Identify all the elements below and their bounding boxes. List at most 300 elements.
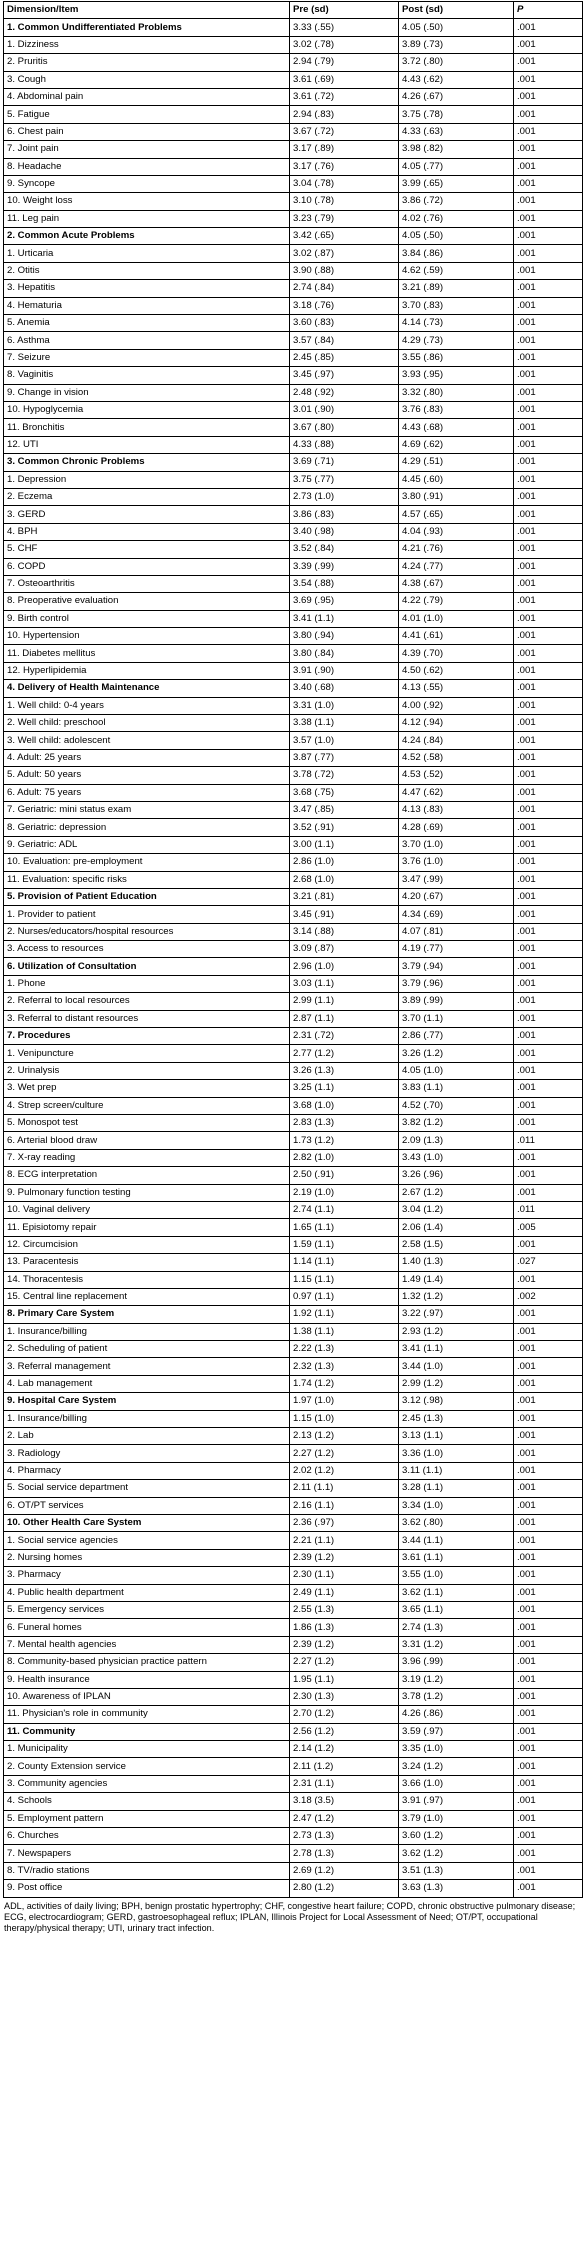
header-pre: Pre (sd) [290,2,399,19]
cell-post: 4.13 (.55) [399,680,514,697]
cell-dimension-item: 4. Adult: 25 years [4,749,290,766]
cell-post: 4.38 (.67) [399,575,514,592]
cell-dimension-item: 2. Referral to local resources [4,993,290,1010]
cell-p: .001 [514,993,583,1010]
cell-p: .001 [514,315,583,332]
cell-pre: 2.16 (1.1) [290,1497,399,1514]
cell-post: 4.34 (.69) [399,906,514,923]
cell-pre: 3.42 (.65) [290,228,399,245]
table-row [4,1862,583,1879]
cell-pre: 3.45 (.91) [290,906,399,923]
table-row [4,419,583,436]
cell-dimension-item: 7. Osteoarthritis [4,575,290,592]
cell-dimension-item: 9. Syncope [4,175,290,192]
table-row [4,1201,583,1218]
cell-p: .001 [514,1167,583,1184]
cell-post: 4.19 (.77) [399,941,514,958]
table-row [4,1115,583,1132]
cell-pre: 2.50 (.91) [290,1167,399,1184]
cell-post: 3.99 (.65) [399,175,514,192]
cell-pre: 2.80 (1.2) [290,1880,399,1897]
cell-post: 3.31 (1.2) [399,1636,514,1653]
cell-dimension-item: 7. X-ray reading [4,1149,290,1166]
header-dimension-item: Dimension/Item [4,2,290,19]
cell-post: 4.00 (.92) [399,697,514,714]
table-row [4,1062,583,1079]
cell-p: .001 [514,1723,583,1740]
cell-dimension-item: 9. Change in vision [4,384,290,401]
cell-pre: 1.15 (1.0) [290,1410,399,1427]
cell-p: .001 [514,1741,583,1758]
cell-pre: 2.11 (1.1) [290,1480,399,1497]
cell-post: 4.53 (.52) [399,767,514,784]
cell-p: .001 [514,1410,583,1427]
cell-dimension-item: 5. Provision of Patient Education [4,888,290,905]
cell-dimension-item: 8. Preoperative evaluation [4,593,290,610]
cell-p: .001 [514,1062,583,1079]
table-row [4,1410,583,1427]
cell-p: .001 [514,610,583,627]
cell-pre: 3.52 (.91) [290,819,399,836]
cell-post: 3.60 (1.2) [399,1828,514,1845]
cell-pre: 3.75 (.77) [290,471,399,488]
cell-p: .001 [514,871,583,888]
cell-p: .001 [514,1497,583,1514]
cell-pre: 1.95 (1.1) [290,1671,399,1688]
table-row [4,1619,583,1636]
table-row [4,1480,583,1497]
cell-post: 4.29 (.51) [399,454,514,471]
cell-p: .002 [514,1288,583,1305]
cell-dimension-item: 2. Common Acute Problems [4,228,290,245]
table-row [4,315,583,332]
cell-dimension-item: 4. Pharmacy [4,1462,290,1479]
cell-post: 3.62 (.80) [399,1514,514,1531]
table-row [4,36,583,53]
cell-p: .001 [514,349,583,366]
cell-pre: 1.97 (1.0) [290,1393,399,1410]
cell-post: 4.05 (.50) [399,19,514,36]
cell-pre: 2.21 (1.1) [290,1532,399,1549]
cell-p: .001 [514,332,583,349]
cell-pre: 2.56 (1.2) [290,1723,399,1740]
cell-p: .001 [514,645,583,662]
cell-p: .001 [514,941,583,958]
cell-pre: 3.91 (.90) [290,662,399,679]
table-row [4,1288,583,1305]
cell-post: 3.70 (.83) [399,297,514,314]
cell-pre: 0.97 (1.1) [290,1288,399,1305]
cell-pre: 3.21 (.81) [290,888,399,905]
table-row [4,523,583,540]
cell-dimension-item: 6. Adult: 75 years [4,784,290,801]
cell-pre: 3.54 (.88) [290,575,399,592]
cell-dimension-item: 12. UTI [4,436,290,453]
cell-dimension-item: 11. Leg pain [4,210,290,227]
cell-dimension-item: 9. Hospital Care System [4,1393,290,1410]
cell-post: 4.24 (.77) [399,558,514,575]
cell-dimension-item: 1. Depression [4,471,290,488]
cell-p: .001 [514,436,583,453]
table-row [4,1254,583,1271]
cell-pre: 3.41 (1.1) [290,610,399,627]
cell-post: 4.22 (.79) [399,593,514,610]
cell-dimension-item: 7. Newspapers [4,1845,290,1862]
table-row [4,1080,583,1097]
cell-dimension-item: 4. Abdominal pain [4,88,290,105]
cell-p: .001 [514,1567,583,1584]
table-row [4,1097,583,1114]
cell-post: 3.66 (1.0) [399,1775,514,1792]
cell-post: 3.28 (1.1) [399,1480,514,1497]
cell-post: 3.22 (.97) [399,1306,514,1323]
section-row [4,888,583,905]
cell-pre: 3.61 (.72) [290,88,399,105]
table-row [4,1845,583,1862]
table-row [4,784,583,801]
cell-post: 4.20 (.67) [399,888,514,905]
cell-post: 3.26 (.96) [399,1167,514,1184]
cell-post: 3.65 (1.1) [399,1601,514,1618]
cell-pre: 3.60 (.83) [290,315,399,332]
table-row [4,88,583,105]
cell-post: 1.32 (1.2) [399,1288,514,1305]
cell-p: .001 [514,19,583,36]
table-row [4,280,583,297]
cell-dimension-item: 1. Insurance/billing [4,1323,290,1340]
cell-post: 3.93 (.95) [399,367,514,384]
cell-pre: 2.49 (1.1) [290,1584,399,1601]
table-row [4,384,583,401]
cell-pre: 1.86 (1.3) [290,1619,399,1636]
cell-post: 4.21 (.76) [399,541,514,558]
cell-dimension-item: 9. Post office [4,1880,290,1897]
table-row [4,558,583,575]
cell-pre: 2.30 (1.3) [290,1688,399,1705]
table-row [4,941,583,958]
cell-pre: 2.30 (1.1) [290,1567,399,1584]
cell-dimension-item: 12. Circumcision [4,1236,290,1253]
cell-post: 4.02 (.76) [399,210,514,227]
cell-dimension-item: 7. Mental health agencies [4,1636,290,1653]
cell-dimension-item: 3. Cough [4,71,290,88]
cell-p: .001 [514,801,583,818]
cell-pre: 2.27 (1.2) [290,1654,399,1671]
table-row [4,297,583,314]
cell-post: 4.33 (.63) [399,123,514,140]
cell-post: 1.49 (1.4) [399,1271,514,1288]
cell-post: 4.01 (1.0) [399,610,514,627]
cell-post: 4.45 (.60) [399,471,514,488]
cell-p: .001 [514,1375,583,1392]
cell-dimension-item: 9. Health insurance [4,1671,290,1688]
cell-pre: 3.57 (1.0) [290,732,399,749]
cell-pre: 2.22 (1.3) [290,1341,399,1358]
cell-p: .001 [514,732,583,749]
cell-post: 3.76 (1.0) [399,854,514,871]
cell-dimension-item: 10. Other Health Care System [4,1514,290,1531]
table-row [4,732,583,749]
cell-dimension-item: 5. Employment pattern [4,1810,290,1827]
cell-post: 3.35 (1.0) [399,1741,514,1758]
cell-p: .001 [514,141,583,158]
cell-p: .001 [514,975,583,992]
cell-pre: 1.38 (1.1) [290,1323,399,1340]
table-row [4,610,583,627]
table-row [4,471,583,488]
cell-pre: 2.70 (1.2) [290,1706,399,1723]
cell-dimension-item: 10. Vaginal delivery [4,1201,290,1218]
cell-dimension-item: 2. Otitis [4,262,290,279]
table-row [4,1793,583,1810]
cell-p: .001 [514,1445,583,1462]
cell-pre: 3.69 (.95) [290,593,399,610]
cell-pre: 2.31 (1.1) [290,1775,399,1792]
cell-p: .001 [514,523,583,540]
cell-pre: 3.38 (1.1) [290,715,399,732]
cell-p: .001 [514,88,583,105]
cell-pre: 2.74 (1.1) [290,1201,399,1218]
cell-p: .001 [514,1323,583,1340]
cell-dimension-item: 7. Procedures [4,1028,290,1045]
cell-p: .001 [514,1480,583,1497]
cell-pre: 1.15 (1.1) [290,1271,399,1288]
cell-pre: 3.69 (.71) [290,454,399,471]
table-row [4,1010,583,1027]
cell-dimension-item: 4. Delivery of Health Maintenance [4,680,290,697]
cell-pre: 2.87 (1.1) [290,1010,399,1027]
cell-p: .001 [514,36,583,53]
cell-p: .001 [514,1584,583,1601]
cell-post: 1.40 (1.3) [399,1254,514,1271]
table-row [4,193,583,210]
cell-post: 3.78 (1.2) [399,1688,514,1705]
cell-post: 4.05 (.77) [399,158,514,175]
cell-dimension-item: 2. Nurses/educators/hospital resources [4,923,290,940]
cell-dimension-item: 7. Seizure [4,349,290,366]
cell-dimension-item: 12. Hyperlipidemia [4,662,290,679]
cell-p: .001 [514,1862,583,1879]
section-row [4,680,583,697]
cell-post: 4.57 (.65) [399,506,514,523]
cell-p: .001 [514,749,583,766]
cell-dimension-item: 4. Hematuria [4,297,290,314]
cell-p: .001 [514,1358,583,1375]
cell-p: .001 [514,1810,583,1827]
cell-post: 3.76 (.83) [399,401,514,418]
cell-p: .001 [514,593,583,610]
cell-post: 3.86 (.72) [399,193,514,210]
cell-p: .001 [514,471,583,488]
cell-p: .001 [514,488,583,505]
table-row [4,1358,583,1375]
cell-pre: 2.96 (1.0) [290,958,399,975]
cell-dimension-item: 2. Scheduling of patient [4,1341,290,1358]
table-row [4,575,583,592]
cell-pre: 2.14 (1.2) [290,1741,399,1758]
table-row [4,1584,583,1601]
table-row [4,1810,583,1827]
cell-dimension-item: 3. Common Chronic Problems [4,454,290,471]
cell-pre: 3.14 (.88) [290,923,399,940]
table-row [4,767,583,784]
table-row [4,1375,583,1392]
cell-dimension-item: 1. Urticaria [4,245,290,262]
cell-dimension-item: 6. Funeral homes [4,1619,290,1636]
cell-pre: 2.36 (.97) [290,1514,399,1531]
cell-p: .001 [514,923,583,940]
cell-p: .001 [514,367,583,384]
cell-post: 2.67 (1.2) [399,1184,514,1201]
cell-post: 3.36 (1.0) [399,1445,514,1462]
table-row [4,1323,583,1340]
cell-dimension-item: 6. Chest pain [4,123,290,140]
cell-p: .001 [514,575,583,592]
table-row [4,975,583,992]
cell-dimension-item: 1. Well child: 0-4 years [4,697,290,714]
cell-post: 4.62 (.59) [399,262,514,279]
cell-post: 3.62 (1.2) [399,1845,514,1862]
cell-post: 3.51 (1.3) [399,1862,514,1879]
section-row [4,958,583,975]
cell-pre: 2.68 (1.0) [290,871,399,888]
table-row [4,1636,583,1653]
cell-p: .001 [514,628,583,645]
table-row [4,158,583,175]
cell-dimension-item: 1. Venipuncture [4,1045,290,1062]
cell-p: .001 [514,1532,583,1549]
cell-p: .001 [514,1706,583,1723]
cell-pre: 3.17 (.89) [290,141,399,158]
cell-p: .001 [514,419,583,436]
cell-pre: 2.27 (1.2) [290,1445,399,1462]
cell-post: 4.14 (.73) [399,315,514,332]
cell-dimension-item: 2. County Extension service [4,1758,290,1775]
cell-p: .001 [514,1306,583,1323]
cell-p: .001 [514,1636,583,1653]
section-row [4,1028,583,1045]
cell-dimension-item: 11. Community [4,1723,290,1740]
cell-post: 3.75 (.78) [399,106,514,123]
cell-pre: 2.82 (1.0) [290,1149,399,1166]
cell-post: 3.70 (1.0) [399,836,514,853]
cell-dimension-item: 11. Evaluation: specific risks [4,871,290,888]
cell-p: .001 [514,1688,583,1705]
cell-post: 3.83 (1.1) [399,1080,514,1097]
cell-post: 4.43 (.62) [399,71,514,88]
cell-pre: 3.18 (3.5) [290,1793,399,1810]
cell-post: 4.39 (.70) [399,645,514,662]
cell-pre: 3.80 (.84) [290,645,399,662]
cell-post: 3.55 (.86) [399,349,514,366]
cell-pre: 3.52 (.84) [290,541,399,558]
cell-pre: 3.02 (.87) [290,245,399,262]
table-row [4,401,583,418]
cell-post: 4.50 (.62) [399,662,514,679]
table-row [4,175,583,192]
table-row [4,715,583,732]
cell-dimension-item: 15. Central line replacement [4,1288,290,1305]
cell-p: .001 [514,193,583,210]
cell-dimension-item: 4. BPH [4,523,290,540]
cell-dimension-item: 11. Diabetes mellitus [4,645,290,662]
cell-dimension-item: 6. Arterial blood draw [4,1132,290,1149]
cell-p: .001 [514,1010,583,1027]
cell-post: 3.70 (1.1) [399,1010,514,1027]
cell-pre: 3.26 (1.3) [290,1062,399,1079]
cell-post: 3.63 (1.3) [399,1880,514,1897]
cell-p: .001 [514,888,583,905]
cell-post: 3.43 (1.0) [399,1149,514,1166]
cell-post: 2.99 (1.2) [399,1375,514,1392]
cell-dimension-item: 8. TV/radio stations [4,1862,290,1879]
cell-pre: 2.86 (1.0) [290,854,399,871]
cell-pre: 2.55 (1.3) [290,1601,399,1618]
cell-p: .001 [514,245,583,262]
cell-pre: 2.32 (1.3) [290,1358,399,1375]
cell-dimension-item: 2. Lab [4,1428,290,1445]
cell-p: .001 [514,454,583,471]
cell-pre: 1.73 (1.2) [290,1132,399,1149]
cell-pre: 2.39 (1.2) [290,1549,399,1566]
cell-pre: 3.17 (.76) [290,158,399,175]
cell-p: .001 [514,1393,583,1410]
cell-pre: 3.57 (.84) [290,332,399,349]
cell-pre: 3.40 (.98) [290,523,399,540]
cell-pre: 3.45 (.97) [290,367,399,384]
cell-p: .005 [514,1219,583,1236]
table-row [4,1706,583,1723]
cell-p: .001 [514,297,583,314]
table-row [4,923,583,940]
cell-post: 3.59 (.97) [399,1723,514,1740]
cell-p: .001 [514,1549,583,1566]
table-row [4,662,583,679]
cell-p: .001 [514,1428,583,1445]
cell-pre: 3.67 (.80) [290,419,399,436]
cell-p: .001 [514,175,583,192]
cell-dimension-item: 3. GERD [4,506,290,523]
table-row [4,1549,583,1566]
cell-dimension-item: 9. Geriatric: ADL [4,836,290,853]
cell-pre: 2.31 (.72) [290,1028,399,1045]
cell-pre: 1.65 (1.1) [290,1219,399,1236]
cell-post: 3.89 (.99) [399,993,514,1010]
cell-post: 3.62 (1.1) [399,1584,514,1601]
cell-dimension-item: 6. OT/PT services [4,1497,290,1514]
cell-dimension-item: 11. Bronchitis [4,419,290,436]
cell-post: 3.47 (.99) [399,871,514,888]
cell-post: 4.29 (.73) [399,332,514,349]
cell-post: 3.82 (1.2) [399,1115,514,1132]
cell-dimension-item: 4. Strep screen/culture [4,1097,290,1114]
cell-p: .001 [514,680,583,697]
cell-p: .001 [514,1184,583,1201]
cell-dimension-item: 1. Phone [4,975,290,992]
cell-p: .001 [514,854,583,871]
cell-dimension-item: 7. Geriatric: mini status exam [4,801,290,818]
cell-pre: 2.78 (1.3) [290,1845,399,1862]
cell-post: 2.45 (1.3) [399,1410,514,1427]
cell-p: .001 [514,541,583,558]
cell-post: 4.24 (.84) [399,732,514,749]
cell-dimension-item: 9. Pulmonary function testing [4,1184,290,1201]
table-row [4,1271,583,1288]
cell-post: 3.04 (1.2) [399,1201,514,1218]
table-row [4,349,583,366]
cell-dimension-item: 5. CHF [4,541,290,558]
table-row [4,1462,583,1479]
